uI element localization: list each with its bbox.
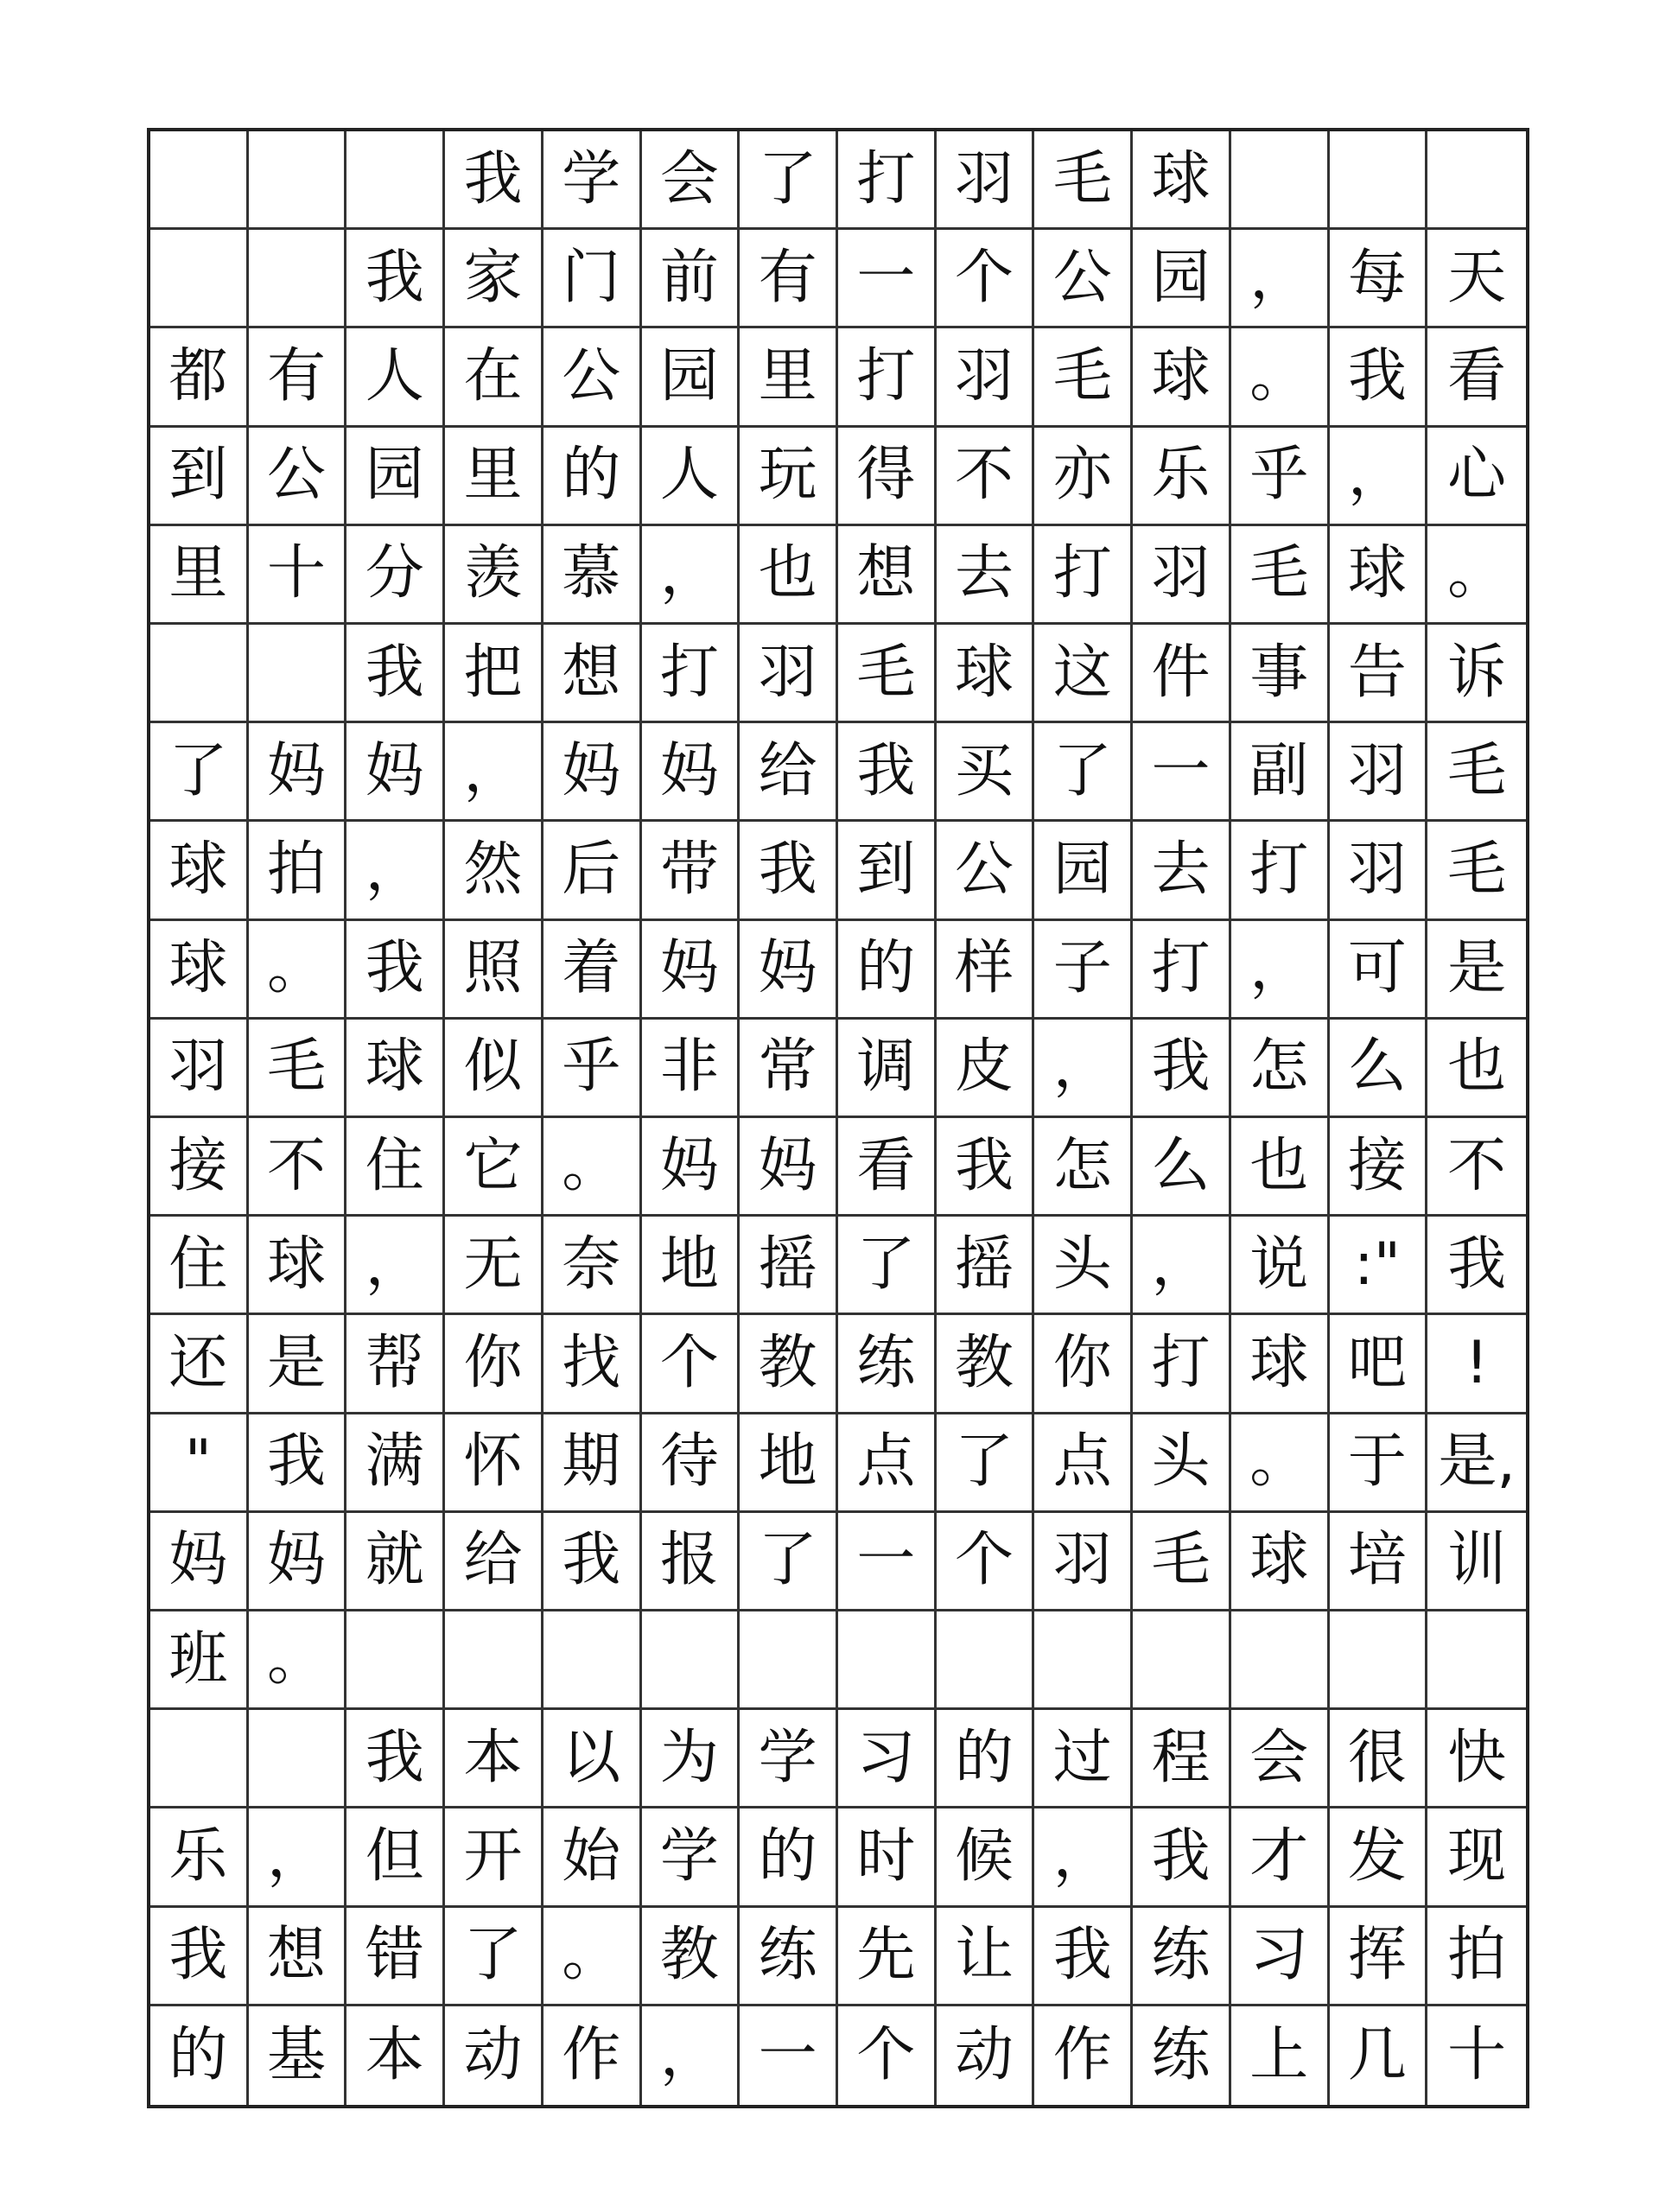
grid-cell: ，: [445, 723, 543, 822]
grid-cell: 让: [937, 1908, 1035, 2006]
grid-cell: 我: [740, 822, 838, 920]
grid-cell: 门: [543, 230, 642, 328]
grid-cell: 个: [838, 2006, 937, 2105]
grid-cell: 但: [346, 1808, 445, 1907]
grid-cell: 时: [838, 1808, 937, 1907]
grid-cell: 我: [346, 1710, 445, 1808]
grid-cell: 是: [1427, 921, 1526, 1020]
grid-cell: 十: [1447, 2020, 1507, 2089]
grid-cell: 打: [1133, 921, 1231, 1020]
grid-cell: 。: [249, 921, 347, 1020]
grid-cell: 不: [249, 1118, 347, 1217]
grid-cell: 点: [838, 1414, 937, 1513]
grid-cell: [838, 1611, 937, 1710]
grid-cell: 看: [1427, 328, 1526, 427]
grid-cell: 球: [1231, 1513, 1330, 1611]
grid-cell: 作: [1034, 2006, 1133, 2105]
grid-cell: [346, 1611, 445, 1710]
grid-cell: 我: [346, 230, 445, 328]
grid-cell: 打: [642, 625, 741, 723]
grid-cell: 个: [937, 230, 1035, 328]
grid-cell: 乎: [543, 1020, 642, 1118]
grid-cell: 练: [1133, 1908, 1231, 2006]
grid-cell: 作: [543, 2006, 642, 2105]
grid-cell: 的: [937, 1710, 1035, 1808]
grid-cell: 球: [249, 1217, 347, 1315]
grid-cell: 练: [740, 1908, 838, 2006]
grid-cell: 无: [445, 1217, 543, 1315]
grid-cell: 程: [1133, 1710, 1231, 1808]
grid-cell: 是,: [1427, 1414, 1526, 1513]
grid-cell: 一: [838, 1513, 937, 1611]
grid-cell: 妈: [642, 723, 741, 822]
grid-cell: 后: [543, 822, 642, 920]
grid-cell: 的: [838, 921, 937, 1020]
grid-cell: 。: [249, 1611, 347, 1710]
grid-cell: 园: [1133, 230, 1231, 328]
grid-cell: 它: [445, 1118, 543, 1217]
grid-cell: 接: [1330, 1118, 1428, 1217]
grid-cell: 找: [543, 1315, 642, 1414]
grid-cell: 就: [346, 1513, 445, 1611]
grid-cell: ，: [346, 1217, 445, 1315]
grid-cell: 现: [1427, 1808, 1526, 1907]
grid-cell: !: [1427, 1315, 1526, 1414]
grid-cell: 羽: [937, 328, 1035, 427]
grid-cell: 妈: [150, 1513, 249, 1611]
grid-cell: 我: [1133, 1020, 1231, 1118]
grid-cell: 基: [249, 2006, 347, 2105]
grid-cell: 分: [346, 526, 445, 625]
grid-cell: 毛: [1034, 328, 1133, 427]
grid-cell: 妈: [740, 1118, 838, 1217]
grid-cell: 毛: [1133, 1513, 1231, 1611]
grid-cell: 点: [1034, 1414, 1133, 1513]
grid-cell: [249, 131, 347, 230]
grid-cell: 么: [1133, 1118, 1231, 1217]
grid-cell: 乐: [1133, 428, 1231, 526]
grid-cell: 会: [1231, 1710, 1330, 1808]
grid-cell: ，: [642, 526, 741, 625]
grid-cell: 也: [1427, 1020, 1526, 1118]
grid-cell: 个: [937, 1513, 1035, 1611]
grid-cell: 家: [445, 230, 543, 328]
grid-cell: 的: [740, 1808, 838, 1907]
grid-cell: 非: [642, 1020, 741, 1118]
grid-cell: 球: [1231, 1315, 1330, 1414]
grid-cell: 练: [1133, 2006, 1231, 2105]
grid-cell: 为: [642, 1710, 741, 1808]
grid-cell: [740, 1611, 838, 1710]
grid-cell: 到: [838, 822, 937, 920]
grid-cell: 于: [1330, 1414, 1428, 1513]
grid-cell: [249, 625, 347, 723]
grid-cell: 了: [150, 723, 249, 822]
grid-cell: ，: [1231, 921, 1330, 1020]
grid-cell: 羽: [1034, 1513, 1133, 1611]
grid-cell: 怎: [1231, 1020, 1330, 1118]
grid-cell: 培: [1330, 1513, 1428, 1611]
grid-cell: 挥: [1330, 1908, 1428, 2006]
grid-cell: 我: [937, 1118, 1035, 1217]
grid-cell: 摇: [740, 1217, 838, 1315]
grid-cell: 妈: [249, 723, 347, 822]
grid-cell: [249, 230, 347, 328]
grid-cell: 发: [1330, 1808, 1428, 1907]
grid-cell: 以: [543, 1710, 642, 1808]
grid-cell: [445, 1611, 543, 1710]
grid-cell: 似: [445, 1020, 543, 1118]
grid-cell: 照: [445, 921, 543, 1020]
grid-cell: 头: [1133, 1414, 1231, 1513]
grid-cell: 园: [346, 428, 445, 526]
grid-cell: 打: [1231, 822, 1330, 920]
grid-cell: 调: [838, 1020, 937, 1118]
grid-cell: [642, 1611, 741, 1710]
grid-cell: 报: [642, 1513, 741, 1611]
grid-cell: 学: [642, 1808, 741, 1907]
grid-cell: 。: [1231, 328, 1330, 427]
grid-cell: ，: [1231, 230, 1330, 328]
grid-cell: 球: [937, 625, 1035, 723]
grid-cell: 羽: [937, 131, 1035, 230]
grid-cell: 在: [445, 328, 543, 427]
grid-cell: 妈: [346, 723, 445, 822]
grid-cell: 先: [838, 1908, 937, 2006]
grid-cell: 。: [543, 1118, 642, 1217]
grid-cell: 羽: [1330, 723, 1428, 822]
grid-cell: ，: [642, 2006, 741, 2105]
grid-cell: 拍: [249, 822, 347, 920]
grid-cell: 怀: [445, 1414, 543, 1513]
grid-cell: 头: [1034, 1217, 1133, 1315]
grid-cell: ，: [346, 822, 445, 920]
grid-cell: 么: [1330, 1020, 1428, 1118]
grid-cell: 羽: [740, 625, 838, 723]
grid-cell: [1231, 1611, 1330, 1710]
grid-cell: [1427, 131, 1526, 230]
grid-cell: 地: [740, 1414, 838, 1513]
grid-cell: 不: [937, 428, 1035, 526]
grid-cell: [937, 1611, 1035, 1710]
grid-cell: 十: [249, 526, 347, 625]
grid-cell: 带: [642, 822, 741, 920]
grid-cell: 毛: [249, 1020, 347, 1118]
grid-cell: 打: [1034, 526, 1133, 625]
grid-cell: 人: [346, 328, 445, 427]
grid-cell: 几: [1330, 2006, 1428, 2105]
grid-cell: [1427, 1611, 1526, 1710]
grid-cell: ，: [1034, 1020, 1133, 1118]
grid-cell: 了: [740, 131, 838, 230]
grid-cell: 这: [1034, 625, 1133, 723]
grid-cell: 件: [1133, 625, 1231, 723]
grid-cell: 我: [838, 723, 937, 822]
grid-cell: 人: [642, 428, 741, 526]
grid-cell: 有: [740, 230, 838, 328]
grid-cell: 公: [1034, 230, 1133, 328]
grid-cell: 里: [740, 328, 838, 427]
grid-cell: 园: [642, 328, 741, 427]
grid-cell: 开: [445, 1808, 543, 1907]
grid-cell: 我: [543, 1513, 642, 1611]
grid-cell: 我: [1330, 328, 1428, 427]
grid-cell: 毛: [1427, 723, 1526, 822]
grid-cell: [1330, 131, 1428, 230]
grid-cell: ，: [1133, 1217, 1231, 1315]
grid-cell: 把: [445, 625, 543, 723]
grid-cell: 想: [543, 625, 642, 723]
grid-cell: 你: [1034, 1315, 1133, 1414]
grid-cell: 住: [150, 1217, 249, 1315]
grid-cell: 乎: [1231, 428, 1330, 526]
grid-cell: 球: [1330, 526, 1428, 625]
grid-cell: 皮: [937, 1020, 1035, 1118]
grid-cell: 待: [642, 1414, 741, 1513]
grid-cell: 诉: [1427, 625, 1526, 723]
grid-cell: 里: [445, 428, 543, 526]
grid-cell: 妈: [740, 921, 838, 1020]
grid-cell: 动: [937, 2006, 1035, 2105]
grid-cell: 打: [838, 328, 937, 427]
grid-cell: 了: [838, 1217, 937, 1315]
grid-cell: 才: [1231, 1808, 1330, 1907]
grid-cell: 有: [249, 328, 347, 427]
grid-cell: 本: [346, 2006, 445, 2105]
grid-cell: 期: [543, 1414, 642, 1513]
grid-cell: 球: [150, 921, 249, 1020]
grid-cell: 常: [740, 1020, 838, 1118]
grid-cell: 球: [346, 1020, 445, 1118]
grid-cell: 得: [838, 428, 937, 526]
grid-cell: 是: [249, 1315, 347, 1414]
grid-cell: [1231, 131, 1330, 230]
grid-cell: 班: [150, 1611, 249, 1710]
grid-cell: 我: [150, 1908, 249, 2006]
grid-cell: 副: [1231, 723, 1330, 822]
grid-cell: 妈: [543, 723, 642, 822]
grid-cell: 亦: [1034, 428, 1133, 526]
grid-cell: 快: [1427, 1710, 1526, 1808]
grid-cell: 去: [1133, 822, 1231, 920]
grid-cell: [543, 1611, 642, 1710]
grid-cell: 心: [1427, 428, 1526, 526]
grid-cell: 也: [740, 526, 838, 625]
grid-cell: [150, 625, 249, 723]
grid-cell: 去: [937, 526, 1035, 625]
grid-cell: 公: [543, 328, 642, 427]
grid-cell: 的: [150, 2006, 249, 2105]
grid-cell: 每: [1330, 230, 1428, 328]
grid-cell: [150, 1710, 249, 1808]
grid-cell: 给: [445, 1513, 543, 1611]
grid-cell: 本: [445, 1710, 543, 1808]
grid-cell: 了: [1034, 723, 1133, 822]
grid-cell: 的: [543, 428, 642, 526]
grid-cell: 着: [543, 921, 642, 1020]
grid-cell: [150, 131, 249, 230]
grid-cell: 我: [346, 921, 445, 1020]
grid-cell: 满: [346, 1414, 445, 1513]
grid-cell: 上: [1231, 2006, 1330, 2105]
grid-cell: 住: [346, 1118, 445, 1217]
grid-cell: 错: [346, 1908, 445, 2006]
grid-cell: 我: [445, 131, 543, 230]
grid-cell: 子: [1034, 921, 1133, 1020]
grid-cell: 园: [1034, 822, 1133, 920]
grid-cell: 了: [937, 1414, 1035, 1513]
grid-cell: 公: [937, 822, 1035, 920]
grid-cell: 也: [1231, 1118, 1330, 1217]
grid-cell: 学: [740, 1710, 838, 1808]
grid-cell: 你: [445, 1315, 543, 1414]
grid-cell: 想: [249, 1908, 347, 2006]
grid-cell: 慕: [543, 526, 642, 625]
grid-cell: 会: [642, 131, 741, 230]
grid-cell: 怎: [1034, 1118, 1133, 1217]
grid-cell: 习: [1231, 1908, 1330, 2006]
grid-cell: 妈: [642, 1118, 741, 1217]
grid-cell: 事: [1231, 625, 1330, 723]
grid-cell: 了: [740, 1513, 838, 1611]
grid-cell: 我: [249, 1414, 347, 1513]
grid-cell: 。: [1231, 1414, 1330, 1513]
grid-cell: ": [150, 1414, 249, 1513]
grid-cell: 我: [1034, 1908, 1133, 2006]
grid-cell: 都: [150, 328, 249, 427]
grid-cell: 告: [1330, 625, 1428, 723]
grid-cell: 羽: [150, 1020, 249, 1118]
grid-cell: 我: [1427, 1217, 1526, 1315]
grid-cell: ，: [1034, 1808, 1133, 1907]
grid-cell: 羽: [1133, 526, 1231, 625]
grid-cell: 教: [740, 1315, 838, 1414]
grid-cell: 了: [445, 1908, 543, 2006]
grid-cell: 一: [1133, 723, 1231, 822]
grid-cell: 帮: [346, 1315, 445, 1414]
grid-cell: 然: [445, 822, 543, 920]
grid-cell: 教: [642, 1908, 741, 2006]
grid-cell: 给: [740, 723, 838, 822]
grid-cell: 我: [1133, 1808, 1231, 1907]
grid-cell: [1133, 1611, 1231, 1710]
grid-cell: [346, 131, 445, 230]
grid-cell: 说: [1231, 1217, 1330, 1315]
grid-cell: 始: [543, 1808, 642, 1907]
grid-cell: [1034, 1611, 1133, 1710]
grid-cell: 前: [642, 230, 741, 328]
grid-cell: 公: [249, 428, 347, 526]
grid-cell: 打: [1133, 1315, 1231, 1414]
grid-cell: 球: [1133, 131, 1231, 230]
grid-cell: 练: [838, 1315, 937, 1414]
grid-cell: 羽: [1330, 822, 1428, 920]
grid-cell: 球: [1133, 328, 1231, 427]
grid-cell: 候: [937, 1808, 1035, 1907]
grid-cell: 打: [838, 131, 937, 230]
grid-cell: 毛: [838, 625, 937, 723]
grid-cell: 过: [1034, 1710, 1133, 1808]
grid-cell: 。: [1427, 526, 1526, 625]
grid-cell: 买: [937, 723, 1035, 822]
grid-cell: 羡: [445, 526, 543, 625]
grid-cell: ，: [1330, 428, 1428, 526]
grid-cell: 。: [543, 1908, 642, 2006]
grid-cell: 训: [1427, 1513, 1526, 1611]
grid-cell: 个: [642, 1315, 741, 1414]
grid-cell: :": [1330, 1217, 1428, 1315]
grid-cell: 很: [1330, 1710, 1428, 1808]
grid-cell: [1330, 1611, 1428, 1710]
grid-cell: 妈: [249, 1513, 347, 1611]
grid-cell: 不: [1427, 1118, 1526, 1217]
grid-cell: 球: [150, 822, 249, 920]
grid-cell: 里: [150, 526, 249, 625]
grid-cell: 妈: [642, 921, 741, 1020]
grid-cell: 拍: [1427, 1908, 1526, 2006]
grid-cell: 教: [937, 1315, 1035, 1414]
grid-cell: ，: [249, 1808, 347, 1907]
grid-cell: 还: [150, 1315, 249, 1414]
grid-cell: 可: [1330, 921, 1428, 1020]
grid-cell: 乐: [150, 1808, 249, 1907]
grid-cell: 玩: [740, 428, 838, 526]
grid-cell: 看: [838, 1118, 937, 1217]
grid-cell: 到: [150, 428, 249, 526]
grid-cell: 样: [937, 921, 1035, 1020]
grid-cell: 毛: [1231, 526, 1330, 625]
grid-cell: [150, 230, 249, 328]
grid-cell: 毛: [1427, 822, 1526, 920]
grid-cell: 一: [740, 2006, 838, 2105]
grid-cell: 学: [543, 131, 642, 230]
grid-cell: [249, 1710, 347, 1808]
grid-cell: 奈: [543, 1217, 642, 1315]
grid-cell: 动: [445, 2006, 543, 2105]
grid-cell: 摇: [937, 1217, 1035, 1315]
grid-cell: 吧: [1330, 1315, 1428, 1414]
grid-cell: 一: [838, 230, 937, 328]
grid-cell: 想: [838, 526, 937, 625]
grid-cell: 习: [838, 1710, 937, 1808]
composition-grid-paper: [147, 128, 1529, 2108]
grid-cell: 我: [346, 625, 445, 723]
grid-cell: 接: [150, 1118, 249, 1217]
grid-cell: 毛: [1034, 131, 1133, 230]
grid-cell: 天: [1427, 230, 1526, 328]
grid-cell: 地: [642, 1217, 741, 1315]
